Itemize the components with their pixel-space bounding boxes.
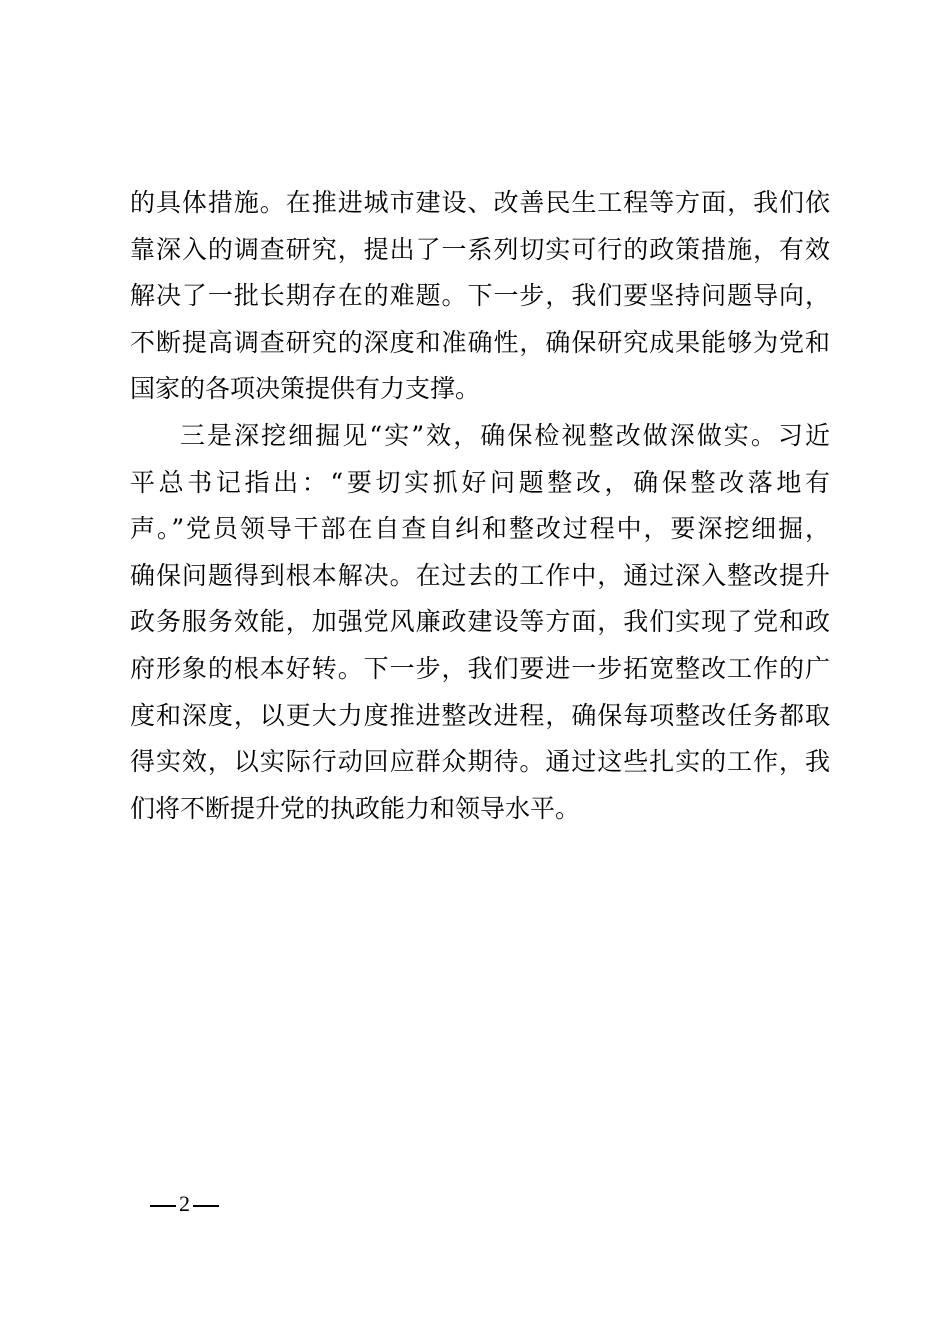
text-line: 的具体措施。在推进城市建设、改善民生工程等方面，我们依 xyxy=(130,188,830,217)
text-line: 平总书记指出：“要切实抓好问题整改，确保整改落地有 xyxy=(130,467,830,497)
text-line: 三是深挖细掘见“实”效，确保检视整改做深做实。习近 xyxy=(180,420,830,450)
text-line: 政务服务效能，加强党风廉政建设等方面，我们实现了党和政 xyxy=(130,607,830,637)
paragraph-1 xyxy=(130,180,830,413)
left-dash xyxy=(150,1205,176,1207)
text-line: 靠深入的调查研究，提出了一系列切实可行的政策措施，有效 xyxy=(130,234,830,264)
text-line: 声。”党员领导干部在自查自纠和整改过程中，要深挖细掘， xyxy=(130,514,830,544)
text-line: 们将不断提升党的执政能力和领导水平。 xyxy=(130,793,581,823)
page-footer xyxy=(150,1190,219,1218)
text-line: 确保问题得到根本解决。在过去的工作中，通过深入整改提升 xyxy=(130,560,830,590)
text-line: 度和深度，以更大力度推进整改进程，确保每项整改任务都取 xyxy=(130,700,830,730)
page-number: 2 xyxy=(179,1191,190,1216)
text-line: 不断提高调查研究的深度和准确性，确保研究成果能够为党和 xyxy=(130,327,830,357)
paragraph-2 xyxy=(130,413,830,832)
text-line: 国家的各项决策提供有力支撑。 xyxy=(130,374,481,404)
right-dash xyxy=(193,1205,219,1207)
document-body xyxy=(130,180,830,832)
text-line: 解决了一批长期存在的难题。下一步，我们要坚持问题导向， xyxy=(130,281,830,311)
text-line: 府形象的根本好转。下一步，我们要进一步拓宽整改工作的广 xyxy=(130,653,830,683)
text-line: 得实效，以实际行动回应群众期待。通过这些扎实的工作，我 xyxy=(130,747,830,777)
